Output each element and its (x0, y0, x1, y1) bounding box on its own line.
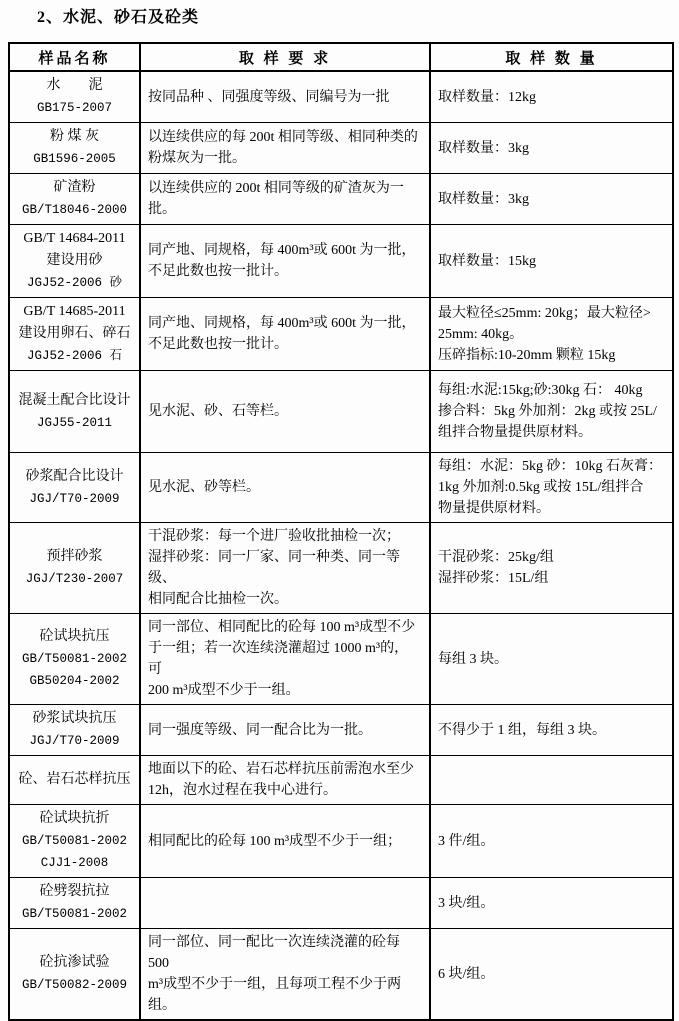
cell-text-line: 以连续供应的每 200t 相同等级、相同种类的 (148, 130, 418, 145)
sample-name-cell (9, 298, 140, 371)
table-row (9, 174, 673, 225)
cell-text-line: 见水泥、砂、石等栏。 (148, 404, 288, 419)
sample-name-line: 砼试块抗折 (39, 811, 110, 826)
table-row (9, 614, 673, 705)
sample-name-line: GB/T50081-2002 (21, 834, 128, 848)
cell-text-line: 不得少于 1 组，每组 3 块。 (438, 722, 606, 738)
sampling-requirement-cell (140, 123, 430, 174)
sample-name-line: GB1596-2005 (33, 152, 116, 166)
table-row (9, 756, 673, 805)
sample-name-cell (9, 756, 140, 805)
sample-name-cell (9, 523, 140, 614)
cell-text-line: 湿拌砂浆：15L/组 (438, 571, 549, 586)
sampling-requirement-cell (140, 174, 430, 225)
sampling-quantity-cell (430, 523, 673, 614)
cell-text-line: 粉煤灰为一批。 (148, 151, 246, 166)
cell-text-line: 同一部位、相同配比的砼每 100 m³成型不少 (148, 620, 416, 635)
cell-text-line: 不足此数也按一批计。 (148, 337, 288, 352)
cell-text-line: 见水泥、砂等栏。 (148, 480, 260, 495)
sample-name-line: 混凝土配合比设计 (18, 392, 131, 408)
sample-name-cell (9, 123, 140, 174)
table-row (9, 453, 673, 523)
sample-name-line: 粉 煤 灰 (50, 129, 99, 144)
cell-text-line: m³成型不少于一组，且每项工程不少于两组。 (148, 977, 402, 1013)
cell-text-line: 最大粒径≤25mm: 20kg；最大粒径> (438, 305, 651, 321)
sampling-table (8, 42, 674, 1021)
sample-name-line: JGJ52-2006 砂 (26, 276, 122, 290)
col-header-sampling-requirement: 取 样 要 求 (140, 43, 430, 71)
sample-name-cell (9, 371, 140, 453)
sample-name-line: 矿渣粉 (53, 180, 96, 195)
cell-text-line: 25mm: 40kg。 (438, 326, 524, 342)
cell-text-line: 取样数量：12kg (438, 89, 536, 105)
cell-text-line: 3 件/组。 (438, 833, 495, 849)
sample-name-line: 水 泥 (46, 78, 103, 93)
sampling-requirement-cell (140, 929, 430, 1021)
sampling-quantity-cell (430, 878, 673, 929)
cell-text-line: 组拌合物量提供原材料。 (438, 425, 592, 440)
sample-name-line: JGJ55-2011 (36, 415, 112, 430)
sampling-quantity-cell (430, 929, 673, 1021)
sample-name-line: JGJ/T230-2007 (25, 572, 124, 586)
sample-name-line: 砼抗渗试验 (39, 955, 110, 970)
sample-name-line: JGJ52-2006 石 (26, 349, 122, 363)
table-row (9, 123, 673, 174)
sampling-requirement-cell (140, 371, 430, 453)
sampling-quantity-cell (430, 756, 673, 805)
sampling-requirement-cell (140, 756, 430, 805)
table-row (9, 523, 673, 614)
sample-name-cell (9, 878, 140, 929)
cell-text-line: 同产地、同规格，每 400m³或 600t 为一批， (148, 243, 416, 258)
sample-name-line: GB/T 14685-2011 (23, 304, 126, 319)
sample-name-line: 砂浆配合比设计 (25, 468, 124, 484)
cell-text-line: 每组:水泥:15kg;砂:30kg 石： 40kg (438, 383, 643, 398)
sampling-quantity-cell (430, 805, 673, 878)
cell-text-line: 按同品种 、同强度等级、同编号为一批 (148, 89, 390, 105)
sample-name-line: 砼试块抗压 (39, 629, 110, 644)
cell-text-line: 1kg 外加剂:0.5kg 或按 15L/组拌合 (438, 480, 644, 495)
cell-text-line: 12h，泡水过程在我中心进行。 (148, 783, 337, 798)
cell-text-line: 取样数量：3kg (438, 140, 529, 156)
table-row (9, 298, 673, 371)
cell-text-line: 掺合料：5kg 外加剂：2kg 或按 25L/ (438, 404, 657, 419)
cell-text-line: 批。 (148, 202, 176, 217)
sampling-requirement-cell (140, 453, 430, 523)
cell-text-line: 相同配合比抽检一次。 (148, 592, 288, 607)
table-row (9, 805, 673, 878)
sample-name-line: GB50204-2002 (29, 674, 120, 688)
col-header-sample-name: 样品名称 (9, 43, 140, 71)
sampling-requirement-cell (140, 298, 430, 371)
sample-name-line: 砼、岩石芯样抗压 (18, 772, 131, 787)
sample-name-line: 砂浆试块抗压 (32, 711, 117, 726)
page-title: 2、水泥、砂石及砼类 (37, 9, 200, 26)
sample-name-line: GB/T50082-2009 (21, 978, 128, 992)
cell-text-line: 压碎指标:10-20mm 颗粒 15kg (438, 347, 616, 363)
sampling-requirement-cell (140, 71, 430, 123)
sampling-requirement-cell (140, 523, 430, 614)
sampling-quantity-cell (430, 123, 673, 174)
sample-name-line: GB175-2007 (36, 101, 112, 115)
cell-text-line: 取样数量：15kg (438, 253, 536, 269)
cell-text-line: 地面以下的砼、岩石芯样抗压前需泡水至少 (148, 762, 414, 777)
table-row (9, 371, 673, 453)
cell-text-line: 于一组；若一次连续浇灌超过 1000 m³的，可 (148, 641, 409, 677)
sample-name-line: JGJ/T70-2009 (29, 491, 120, 506)
cell-text-line: 每组 3 块。 (438, 651, 508, 667)
cell-text-line: 每组：水泥：5kg 砂：10kg 石灰膏： (438, 459, 662, 474)
sampling-quantity-cell (430, 225, 673, 298)
sample-name-line: GB/T 14684-2011 (23, 231, 126, 246)
table-row (9, 705, 673, 756)
cell-text-line: 物量提供原材料。 (438, 501, 550, 516)
cell-text-line: 相同配比的砼每 100 m³成型不少于一组； (148, 833, 402, 849)
cell-text-line: 同一强度等级、同一配合比为一批。 (148, 722, 372, 738)
sample-name-line: GB/T18046-2000 (21, 203, 128, 217)
sampling-quantity-cell (430, 371, 673, 453)
sample-name-cell (9, 805, 140, 878)
sample-name-cell (9, 614, 140, 705)
cell-text-line: 200 m³成型不少于一组。 (148, 683, 300, 698)
sampling-quantity-cell (430, 614, 673, 705)
cell-text-line: 同产地、同规格，每 400m³或 600t 为一批， (148, 316, 416, 331)
cell-text-line: 不足此数也按一批计。 (148, 264, 288, 279)
sample-name-cell (9, 705, 140, 756)
cell-text-line: 同一部位、同一配比一次连续浇灌的砼每 500 (148, 935, 404, 971)
sample-name-cell (9, 453, 140, 523)
table-row (9, 929, 673, 1021)
sample-name-cell (9, 929, 140, 1021)
sample-name-line: 预拌砂浆 (46, 549, 103, 564)
sampling-requirement-cell (140, 805, 430, 878)
cell-text-line: 6 块/组。 (438, 966, 495, 982)
sample-name-cell (9, 225, 140, 298)
sampling-quantity-cell (430, 298, 673, 371)
sampling-requirement-cell (140, 705, 430, 756)
cell-text-line: 干混砂浆：25kg/组 (438, 550, 554, 565)
table-row (9, 71, 673, 123)
sample-name-line: CJJ1-2008 (40, 856, 109, 870)
sample-name-line: 建设用卵石、碎石 (18, 326, 131, 341)
sample-name-line: JGJ/T70-2009 (29, 734, 120, 748)
sample-name-cell (9, 174, 140, 225)
sample-name-line: 砼劈裂抗拉 (39, 884, 110, 899)
col-header-sampling-quantity: 取 样 数 量 (430, 43, 673, 71)
cell-text-line: 3 块/组。 (438, 895, 495, 911)
cell-text-line: 干混砂浆：每一个进厂验收批抽检一次； (148, 529, 400, 544)
table-row (9, 878, 673, 929)
sampling-requirement-cell (140, 614, 430, 705)
sampling-quantity-cell (430, 453, 673, 523)
table-header-row (9, 43, 673, 71)
cell-text-line: 取样数量：3kg (438, 191, 529, 207)
sampling-quantity-cell (430, 705, 673, 756)
table-row (9, 225, 673, 298)
sample-name-line: GB/T50081-2002 (21, 652, 128, 666)
sampling-quantity-cell (430, 71, 673, 123)
sampling-quantity-cell (430, 174, 673, 225)
cell-text-line: 湿拌砂浆：同一厂家、同一种类、同一等级、 (148, 550, 400, 586)
sampling-requirement-cell (140, 878, 430, 929)
sample-name-cell (9, 71, 140, 123)
sample-name-line: 建设用砂 (46, 253, 103, 268)
sampling-requirement-cell (140, 225, 430, 298)
sample-name-line: GB/T50081-2002 (21, 907, 128, 921)
cell-text-line: 以连续供应的 200t 相同等级的矿渣灰为一 (148, 181, 404, 196)
